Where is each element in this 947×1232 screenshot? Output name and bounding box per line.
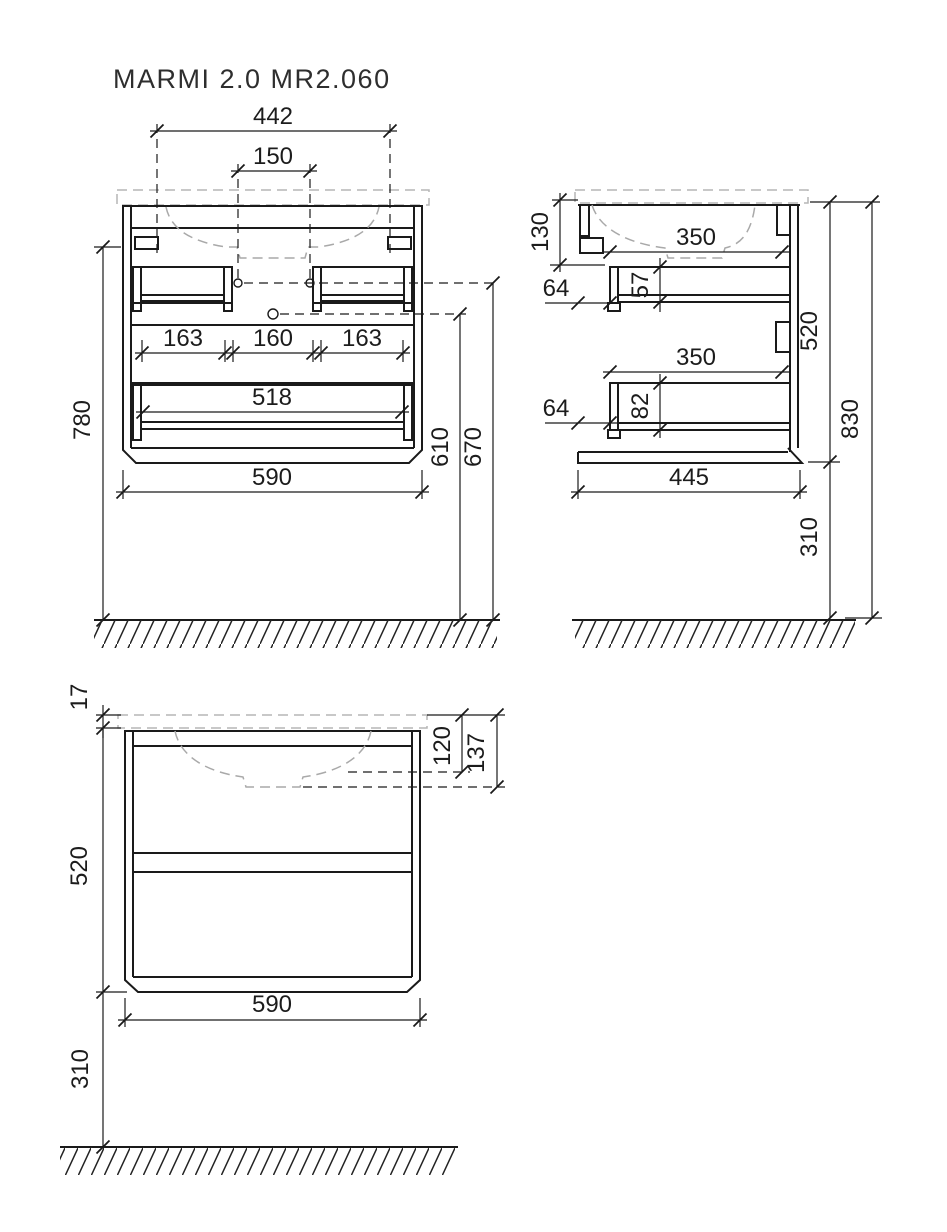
floor-front [94, 620, 500, 648]
svg-text:350: 350 [675, 344, 717, 371]
drain-hole [268, 309, 278, 319]
dim-drawer-width [136, 384, 409, 419]
basin-outline-back [175, 731, 371, 787]
svg-text:150: 150 [252, 143, 294, 170]
countertop-outline-back [118, 715, 427, 728]
svg-text:590: 590 [251, 991, 293, 1018]
handle-hole-left [234, 279, 242, 287]
dim-lower-drawer-depth [603, 344, 789, 379]
back-view [60, 684, 505, 1175]
front-view [69, 103, 500, 648]
svg-text:17: 17 [66, 683, 93, 711]
dim-upper-drawer-depth [603, 224, 789, 259]
dim-floor-clearance-back [67, 992, 110, 1154]
svg-text:163: 163 [341, 325, 383, 352]
svg-text:64: 64 [542, 395, 570, 422]
svg-text:442: 442 [252, 103, 294, 130]
basin-outline-front [166, 207, 379, 258]
svg-text:520: 520 [796, 310, 823, 352]
svg-text:160: 160 [252, 325, 294, 352]
upper-drawer-box-left [133, 267, 232, 311]
dim-upper-front-offset [543, 275, 618, 310]
svg-text:445: 445 [668, 464, 710, 491]
svg-text:518: 518 [251, 384, 293, 411]
svg-text:780: 780 [69, 399, 96, 441]
cabinet-body-back [125, 731, 420, 992]
svg-text:310: 310 [67, 1048, 94, 1090]
drawing-title: MARMI 2.0 MR2.060 [113, 64, 391, 94]
svg-text:590: 590 [251, 464, 293, 491]
dim-countertop-thickness [66, 684, 121, 738]
svg-text:830: 830 [837, 398, 864, 440]
wall-bracket-right [388, 237, 411, 249]
dim-total-height [837, 196, 879, 625]
floor-back [60, 1147, 458, 1175]
dim-cabinet-width-front [116, 464, 429, 499]
dim-cabinet-height-back [66, 728, 127, 999]
dim-cabinet-depth [571, 464, 807, 499]
dim-basin-inset-lower [463, 709, 504, 794]
svg-text:64: 64 [542, 275, 570, 302]
svg-text:310: 310 [796, 516, 823, 558]
svg-text:137: 137 [463, 732, 490, 774]
svg-text:82: 82 [627, 392, 654, 420]
svg-text:350: 350 [675, 224, 717, 251]
svg-text:520: 520 [66, 845, 93, 887]
dim-cabinet-width-back [118, 991, 427, 1027]
svg-text:120: 120 [429, 725, 456, 767]
svg-text:130: 130 [527, 211, 554, 253]
countertop-outline [117, 190, 429, 205]
wall-bracket-left [135, 237, 158, 249]
dim-faucet-spacing [231, 143, 317, 280]
basin-outline-side [592, 205, 755, 258]
side-view [527, 190, 882, 648]
svg-text:57: 57 [627, 271, 654, 299]
svg-text:670: 670 [460, 426, 487, 468]
svg-text:610: 610 [427, 426, 454, 468]
dim-mount-height [69, 241, 121, 627]
svg-text:163: 163 [162, 325, 204, 352]
dim-rail-gaps [135, 325, 410, 362]
dim-lower-front-offset [543, 395, 618, 430]
floor-side [572, 620, 856, 648]
dim-handle-height [460, 277, 500, 627]
upper-drawer-box-right [313, 267, 412, 311]
countertop-outline-side [575, 190, 808, 203]
